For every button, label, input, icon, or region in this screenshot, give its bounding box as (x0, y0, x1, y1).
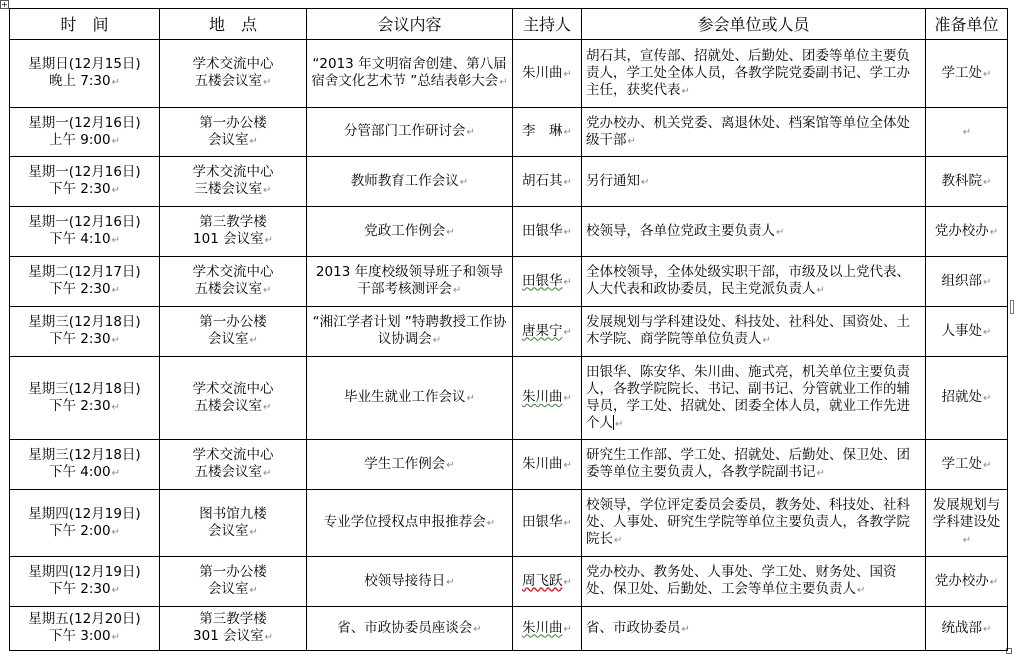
prep-cell[interactable] (926, 207, 1008, 257)
paragraph-mark-icon: ↵ (563, 576, 572, 588)
place-cell-text: 五楼会议室 (194, 73, 263, 89)
table-row (10, 257, 1008, 307)
place-cell[interactable] (160, 257, 307, 307)
paragraph-mark-icon: ↵ (962, 535, 972, 546)
place-cell[interactable] (160, 108, 307, 157)
time-cell-text: 下午 2:30 (49, 181, 111, 197)
paragraph-mark-icon: ↵ (563, 276, 572, 288)
time-cell-text: 下午 4:00 (49, 464, 111, 480)
paragraph-mark-icon: ↵ (983, 623, 992, 635)
content-cell-text: 专业学位授权点申报推荐会 (323, 514, 486, 530)
table-row (10, 157, 1008, 207)
place-cell-text: 五楼会议室 (194, 464, 263, 480)
attendees-cell[interactable] (582, 108, 926, 157)
content-cell-text: 校领导接待日 (364, 572, 446, 589)
paragraph-mark-icon: ↵ (459, 176, 469, 188)
column-resize-marker (1010, 300, 1014, 314)
header-row (10, 9, 1008, 40)
table-row (10, 440, 1008, 490)
time-cell[interactable] (10, 557, 160, 607)
paragraph-mark-icon: ↵ (263, 285, 272, 296)
place-cell-text: 会议室 (208, 581, 249, 597)
place-cell-text: 学术交流中心 (192, 164, 274, 180)
host-cell-text: 周飞跃 (522, 572, 563, 589)
place-cell-text: 学术交流中心 (192, 56, 274, 72)
paragraph-mark-icon: ↵ (111, 632, 120, 643)
time-cell-text: 星期一(12月16日) (28, 114, 141, 131)
table-row (10, 307, 1008, 357)
host-cell[interactable] (513, 40, 582, 108)
paragraph-mark-icon: ↵ (563, 127, 572, 138)
attendees-cell[interactable] (582, 440, 926, 490)
paragraph-mark-icon: ↵ (983, 459, 992, 471)
content-cell[interactable] (307, 108, 513, 157)
time-cell-text: 下午 2:30 (49, 581, 111, 597)
paragraph-mark-icon: ↵ (263, 468, 272, 479)
paragraph-mark-icon: ↵ (111, 335, 120, 346)
time-cell-text: 星期二(12月17日) (28, 264, 141, 280)
paragraph-mark-icon: ↵ (446, 459, 455, 471)
time-cell-text: 星期五(12月20日) (28, 611, 141, 627)
time-cell[interactable] (10, 40, 160, 108)
place-cell-text: 第一办公楼 (199, 314, 267, 330)
host-cell-text: 朱川曲 (522, 64, 563, 81)
paragraph-mark-icon: ↵ (111, 585, 120, 596)
place-cell-text: 第三教学楼 (199, 611, 267, 627)
attendees-cell-text: 研究生工作部、学工处、招就处、后勤处、保卫处、团委等单位主要负责人，各教学院副书记 (586, 447, 910, 480)
time-cell-text: 星期四(12月19日) (28, 564, 141, 580)
place-cell-text: 学术交流中心 (192, 264, 274, 280)
paragraph-mark-icon: ↵ (263, 77, 272, 88)
prep-cell[interactable] (926, 307, 1008, 357)
attendees-cell-text: 省、市政协委员 (586, 619, 681, 636)
paragraph-mark-icon: ↵ (962, 127, 972, 138)
attendees-cell-text: 另行通知 (586, 172, 640, 189)
paragraph-mark-icon: ↵ (563, 459, 572, 471)
host-cell[interactable] (513, 440, 582, 490)
prep-cell[interactable] (926, 108, 1008, 157)
attendees-cell-text: 党办校办、教务处、人事处、学工处、财务处、国资处、保卫处、后勤处、工会等单位主要负责人 (586, 564, 897, 597)
place-cell[interactable] (160, 157, 307, 207)
paragraph-mark-icon: ↵ (446, 226, 455, 238)
host-cell-text: 唐果宁 (522, 322, 563, 339)
paragraph-mark-icon: ↵ (989, 226, 999, 238)
schedule-body (10, 40, 1008, 651)
place-cell-text: 301 会议室 (193, 628, 264, 644)
paragraph-mark-icon: ↵ (263, 401, 272, 413)
paragraph-mark-icon: ↵ (857, 585, 866, 596)
paragraph-mark-icon: ↵ (816, 285, 825, 296)
time-cell[interactable] (10, 207, 160, 257)
attendees-cell[interactable] (582, 40, 926, 108)
paragraph-mark-icon: ↵ (111, 77, 120, 88)
place-cell[interactable] (160, 40, 307, 108)
place-cell-text: 五楼会议室 (194, 281, 263, 297)
content-cell-text: 2013 年度校级领导班子和领导干部考核测评会 (315, 264, 504, 297)
host-cell[interactable] (513, 357, 582, 440)
paragraph-mark-icon: ↵ (249, 135, 258, 147)
prep-cell-text: 学工处 (941, 455, 983, 472)
paragraph-mark-icon: ↵ (264, 632, 273, 643)
place-cell-text: 学术交流中心 (192, 380, 274, 397)
host-cell[interactable] (513, 207, 582, 257)
content-cell[interactable] (307, 557, 513, 607)
paragraph-mark-icon: ↵ (486, 518, 496, 529)
prep-cell[interactable] (926, 357, 1008, 440)
time-cell-text: 晚上 7:30 (49, 73, 111, 89)
prep-cell-text: 党办校办 (934, 572, 989, 589)
place-cell-text: 会议室 (208, 131, 249, 148)
attendees-cell-text: 党办校办、机关党委、离退休处、档案馆等单位全体处级干部 (586, 114, 910, 148)
time-cell-text: 下午 2:30 (49, 331, 111, 347)
host-cell[interactable] (513, 607, 582, 651)
header-content: 会议内容 (307, 9, 513, 40)
prep-cell-text: 招就处 (941, 389, 983, 405)
content-cell[interactable] (307, 157, 513, 207)
prep-cell-text: 学工处 (941, 64, 983, 81)
host-cell[interactable] (513, 557, 582, 607)
attendees-cell-text: 全体校领导，全体处级实职干部，市级及以上党代表、人大代表和政协委员，民主党派负责人 (586, 264, 910, 297)
content-cell-text: “2013 年文明宿舍创建、第八届宿舍文化艺术节 ”总结表彰大会 (311, 56, 507, 89)
content-cell[interactable] (307, 257, 513, 307)
meeting-schedule-table (9, 8, 1008, 651)
paragraph-mark-icon: ↵ (641, 176, 650, 188)
paragraph-mark-icon: ↵ (111, 135, 120, 147)
attendees-cell[interactable] (582, 207, 926, 257)
prep-cell-text: 教科院 (941, 172, 983, 189)
table-row (10, 108, 1008, 157)
place-cell[interactable] (160, 207, 307, 257)
host-cell[interactable] (513, 108, 582, 157)
host-cell-text: 田银华 (522, 514, 563, 530)
table-row (10, 357, 1008, 440)
paragraph-mark-icon: ↵ (111, 235, 120, 246)
header-host: 主持人 (513, 9, 582, 40)
time-cell-text: 下午 2:00 (49, 522, 111, 539)
place-cell[interactable] (160, 490, 307, 557)
paragraph-mark-icon: ↵ (614, 535, 623, 546)
host-cell[interactable] (513, 490, 582, 557)
host-cell-text: 李 琳 (522, 123, 563, 139)
header-place: 地 点 (160, 9, 307, 40)
host-cell-text: 朱川曲 (522, 619, 563, 636)
place-cell[interactable] (160, 557, 307, 607)
host-cell[interactable] (513, 307, 582, 357)
paragraph-mark-icon: ↵ (111, 468, 120, 479)
paragraph-mark-icon: ↵ (249, 335, 258, 346)
text-cursor (613, 415, 614, 430)
time-cell[interactable] (10, 440, 160, 490)
time-cell-text: 星期一(12月16日) (28, 214, 141, 230)
content-cell-text: 教师教育工作会议 (350, 172, 459, 189)
place-cell-text: 第三教学楼 (199, 214, 267, 230)
paragraph-mark-icon: ↵ (111, 285, 120, 296)
content-cell-text: 毕业生就业工作会议 (344, 389, 466, 405)
paragraph-mark-icon: ↵ (249, 585, 258, 596)
table-row (10, 557, 1008, 607)
host-cell-text: 朱川曲 (522, 389, 563, 405)
content-cell[interactable] (307, 357, 513, 440)
time-cell[interactable] (10, 257, 160, 307)
time-cell[interactable] (10, 108, 160, 157)
paragraph-mark-icon: ↵ (563, 326, 572, 338)
time-cell[interactable] (10, 357, 160, 440)
paragraph-mark-icon: ↵ (627, 135, 636, 147)
prep-cell-text: 组织部 (941, 272, 983, 289)
prep-cell[interactable] (926, 257, 1008, 307)
paragraph-mark-icon: ↵ (563, 393, 572, 404)
paragraph-mark-icon: ↵ (762, 335, 771, 346)
time-cell-text: 下午 4:10 (49, 231, 111, 247)
paragraph-mark-icon: ↵ (816, 468, 825, 479)
attendees-cell[interactable] (582, 357, 926, 440)
time-cell[interactable] (10, 490, 160, 557)
paragraph-mark-icon: ↵ (473, 623, 482, 635)
attendees-cell-text: 校领导，各单位党政主要负责人 (586, 222, 775, 239)
content-cell[interactable] (307, 440, 513, 490)
host-cell-text: 田银华 (522, 222, 563, 239)
attendees-cell[interactable] (582, 490, 926, 557)
content-cell-text: 学生工作例会 (364, 455, 446, 472)
paragraph-mark-icon: ↵ (563, 518, 572, 529)
attendees-cell-text: 校领导，学位评定委员会委员，教务处、科技处、社科处、人事处、研究生学院等单位主要负责人，各教学院院长 (586, 497, 910, 547)
host-cell-text: 田银华 (522, 272, 563, 289)
place-cell-text: 101 会议室 (193, 231, 264, 247)
table-row (10, 40, 1008, 108)
paragraph-mark-icon: ↵ (563, 176, 572, 188)
content-cell[interactable] (307, 207, 513, 257)
paragraph-mark-icon: ↵ (983, 276, 992, 288)
paragraph-mark-icon: ↵ (983, 393, 992, 404)
content-cell[interactable] (307, 490, 513, 557)
time-cell-text: 下午 2:30 (49, 397, 111, 414)
paragraph-mark-icon: ↵ (264, 235, 273, 246)
prep-cell-text: 发展规划与学科建设处 (932, 497, 1001, 530)
attendees-cell-text: 胡石其，宣传部、招就处、后勤处、团委等单位主要负责人，学工处全体人员，各教学院党委副书记、学工办主任，获奖代表 (586, 47, 910, 98)
content-cell[interactable] (307, 607, 513, 651)
table-row (10, 490, 1008, 557)
paragraph-mark-icon: ↵ (111, 526, 120, 538)
host-cell-text: 朱川曲 (522, 455, 563, 472)
paragraph-mark-icon: ↵ (989, 576, 999, 588)
paragraph-mark-icon: ↵ (983, 68, 992, 80)
paragraph-mark-icon: ↵ (453, 285, 462, 296)
place-cell-text: 会议室 (208, 331, 249, 347)
host-cell-text: 胡石其 (522, 172, 563, 189)
paragraph-mark-icon: ↵ (432, 335, 442, 346)
prep-cell[interactable] (926, 40, 1008, 108)
paragraph-mark-icon: ↵ (563, 68, 572, 80)
prep-cell-text: 统战部 (941, 619, 983, 636)
paragraph-mark-icon: ↵ (681, 85, 690, 97)
paragraph-mark-icon: ↵ (983, 176, 992, 188)
attendees-cell[interactable] (582, 607, 926, 651)
prep-cell-text: 人事处 (941, 322, 983, 339)
prep-cell-text: 党办校办 (934, 222, 989, 239)
prep-cell[interactable] (926, 557, 1008, 607)
place-cell-text: 第一办公楼 (199, 564, 267, 580)
prep-cell[interactable] (926, 157, 1008, 207)
paragraph-mark-icon: ↵ (681, 623, 690, 635)
time-cell-text: 下午 3:00 (49, 628, 111, 644)
content-cell-text: 党政工作例会 (364, 222, 446, 239)
place-cell-text: 学术交流中心 (192, 447, 274, 463)
content-cell[interactable] (307, 307, 513, 357)
time-cell-text: 星期三(12月18日) (28, 447, 141, 463)
paragraph-mark-icon: ↵ (249, 526, 258, 538)
time-cell-text: 星期日(12月15日) (28, 56, 141, 72)
time-cell-text: 上午 9:00 (49, 131, 111, 148)
host-cell[interactable] (513, 257, 582, 307)
table-row (10, 207, 1008, 257)
paragraph-mark-icon: ↵ (263, 185, 272, 196)
place-cell-text: 图书馆九楼 (199, 505, 267, 522)
paragraph-mark-icon: ↵ (111, 185, 120, 196)
header-attendees: 参会单位或人员 (582, 9, 926, 40)
place-cell-text: 三楼会议室 (194, 181, 263, 197)
content-cell-text: “湘江学者计划 ”特聘教授工作协议协调会 (312, 314, 507, 347)
paragraph-mark-icon: ↵ (563, 623, 572, 635)
attendees-cell[interactable] (582, 257, 926, 307)
paragraph-mark-icon: ↵ (499, 77, 508, 88)
place-cell[interactable] (160, 307, 307, 357)
table-row (10, 607, 1008, 651)
content-cell-text: 分管部门工作研讨会 (344, 123, 466, 139)
prep-cell[interactable] (926, 607, 1008, 651)
content-cell-text: 省、市政协委员座谈会 (337, 619, 473, 636)
content-cell[interactable] (307, 40, 513, 108)
attendees-cell[interactable] (582, 307, 926, 357)
attendees-cell[interactable] (582, 157, 926, 207)
time-cell-text: 星期四(12月19日) (28, 505, 141, 522)
paragraph-mark-icon: ↵ (466, 393, 475, 404)
time-cell-text: 下午 2:30 (49, 281, 111, 297)
place-cell-text: 第一办公楼 (199, 114, 267, 131)
time-cell[interactable] (10, 607, 160, 651)
paragraph-mark-icon: ↵ (776, 226, 785, 238)
time-cell[interactable] (10, 157, 160, 207)
attendees-cell[interactable] (582, 557, 926, 607)
place-cell[interactable] (160, 357, 307, 440)
table-move-handle[interactable]: + (1, 0, 8, 9)
host-cell[interactable] (513, 157, 582, 207)
paragraph-mark-icon: ↵ (983, 326, 992, 338)
header-time: 时 间 (10, 9, 160, 40)
paragraph-mark-icon: ↵ (111, 401, 120, 413)
place-cell-text: 五楼会议室 (194, 397, 263, 414)
attendees-cell-text: 田银华、陈安华、朱川曲、施式亮，机关单位主要负责人，各教学院院长、书记、副书记、分管就业工作的辅导员，学工处、招就处、团委全体人员，就业工作先进个人 (586, 363, 910, 431)
place-cell[interactable] (160, 440, 307, 490)
paragraph-mark-icon: ↵ (466, 127, 475, 138)
prep-cell[interactable] (926, 440, 1008, 490)
time-cell-text: 星期一(12月16日) (28, 164, 141, 180)
attendees-cell-text: 发展规划与学科建设处、科技处、社科处、国资处、土木学院、商学院等单位负责人 (586, 314, 910, 347)
time-cell-text: 星期三(12月18日) (28, 314, 141, 330)
time-cell[interactable] (10, 307, 160, 357)
place-cell[interactable] (160, 607, 307, 651)
paragraph-mark-icon: ↵ (446, 576, 455, 588)
prep-cell[interactable] (926, 490, 1008, 557)
place-cell-text: 会议室 (208, 522, 249, 539)
paragraph-mark-icon: ↵ (563, 226, 572, 238)
time-cell-text: 星期三(12月18日) (28, 380, 141, 397)
paragraph-mark-icon: ↵ (615, 418, 624, 430)
header-prep: 准备单位 (926, 9, 1008, 40)
